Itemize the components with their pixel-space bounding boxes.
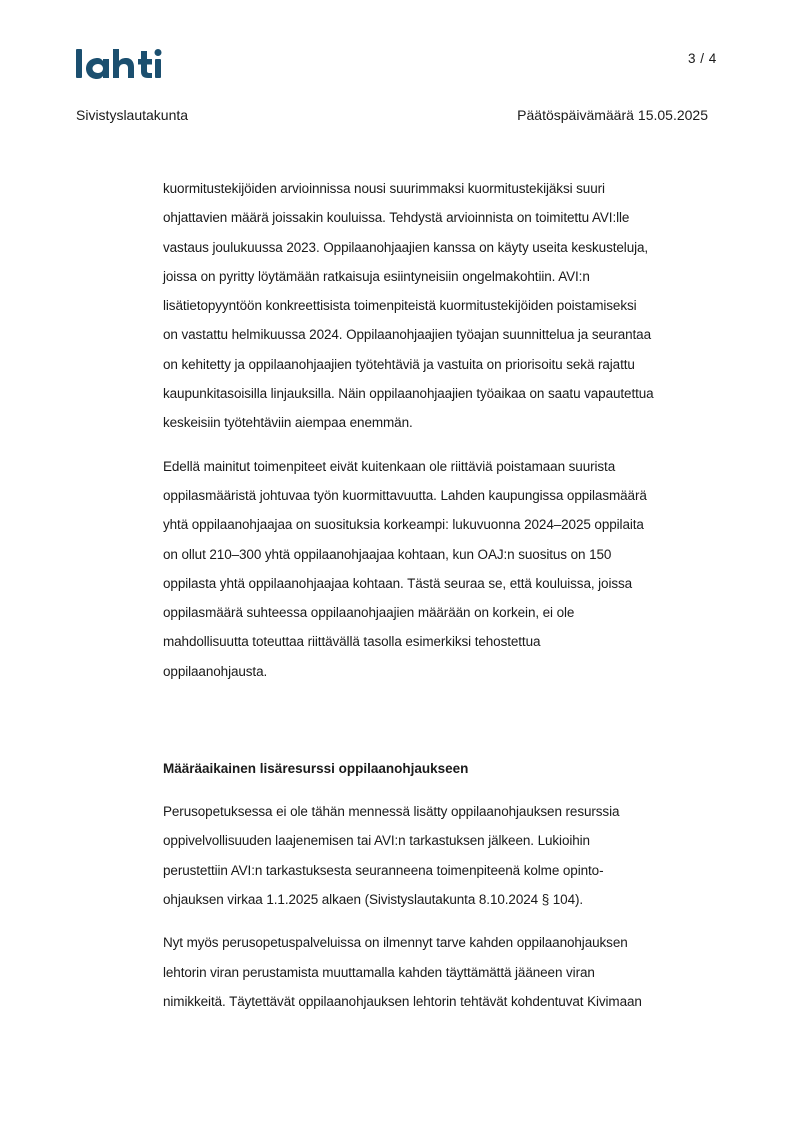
document-body [163, 174, 723, 1030]
text-line: kaupunkitasoisilla linjauksilla. Näin oppilaanohjaajien työaikaa on saatu vapautettua [163, 386, 654, 402]
text-line: lehtorin viran perustamista muuttamalla kahden täyttämättä jääneen viran [163, 964, 595, 980]
paragraph-new-positions [163, 928, 723, 1016]
page-number: 3 / 4 [688, 51, 717, 66]
lahti-logo [76, 45, 176, 85]
text-line: on vastattu helmikuussa 2024. Oppilaanohjaajien työajan suunnittelua ja seurantaa [163, 327, 651, 343]
text-line: on ollut 210–300 yhtä oppilaanohjaajaa kohtaan, kun OAJ:n suositus on 150 [163, 546, 612, 562]
text-line: perustettiin AVI:n tarkastuksesta seuranneena toimenpiteenä kolme opinto- [163, 862, 604, 878]
text-line: kuormitustekijöiden arvioinnissa nousi suurimmaksi kuormitustekijäksi suuri [163, 181, 605, 196]
text-line: Perusopetuksessa ei ole tähän mennessä lisätty oppilaanohjauksen resurssia [163, 804, 620, 820]
paragraph-resources [163, 797, 723, 914]
section-spacer [163, 700, 723, 754]
lahti-logo-graphic [76, 45, 176, 85]
text-line: vastaus joulukuussa 2023. Oppilaanohjaajien kanssa on käyty useita keskusteluja, [163, 239, 649, 255]
paragraph-student-ratio [163, 452, 723, 686]
section-heading: Määräaikainen lisäresurssi oppilaanohjaukseen [163, 761, 469, 777]
decision-date [517, 107, 708, 123]
paragraph-workload-assessment [163, 174, 723, 438]
decision-date-label: Päätöspäivämäärä [517, 107, 634, 123]
text-line: oppilaanohjausta. [163, 663, 268, 679]
text-line: oppilasmäärä suhteessa oppilaanohjaajien määrään on korkein, ei ole [163, 605, 575, 621]
text-line: keskeisiin työtehtäviin aiempaa enemmän. [163, 415, 413, 431]
text-line: Nyt myös perusopetuspalveluissa on ilmennyt tarve kahden oppilaanohjauksen [163, 935, 628, 951]
text-line: on kehitetty ja oppilaanohjaajien työtehtäviä ja vastuita on priorisoitu sekä rajattu [163, 356, 635, 372]
text-line: mahdollisuutta toteuttaa riittävällä tasolla esimerkiksi tehostettua [163, 634, 541, 650]
text-line: ohjattavien määrä joissakin kouluissa. Tehdystä arvioinnista on toimitettu AVI:lle [163, 210, 630, 226]
text-line: oppilasta yhtä oppilaanohjaajaa kohtaan. Tästä seuraa se, että kouluissa, joissa [163, 575, 633, 591]
text-line: Edellä mainitut toimenpiteet eivät kuitenkaan ole riittäviä poistamaan suurista [163, 458, 616, 474]
text-line: oppilasmääristä johtuvaa työn kuormittavuutta. Lahden kaupungissa oppilasmäärä [163, 487, 647, 503]
text-line: yhtä oppilaanohjaajaa on suosituksia korkeampi: lukuvuonna 2024–2025 oppilaita [163, 517, 644, 533]
text-line: ohjauksen virkaa 1.1.2025 alkaen (Sivistyslautakunta 8.10.2024 § 104). [163, 891, 584, 907]
decision-date-value: 15.05.2025 [637, 107, 708, 123]
department-name: Sivistyslautakunta [76, 107, 189, 123]
text-line: joissa on pyritty löytämään ratkaisuja esiintyneisiin ongelmakohtiin. AVI:n [163, 268, 590, 284]
text-line: oppivelvollisuuden laajenemisen tai AVI:n tarkastuksen jälkeen. Lukioihin [163, 833, 590, 849]
text-line: lisätietopyyntöön konkreettisista toimenpiteistä kuormitustekijöiden poistamiseksi [163, 298, 637, 314]
text-line: nimikkeitä. Täytettävät oppilaanohjauksen lehtorin tehtävät kohdentuvat Kivimaan [163, 993, 642, 1009]
